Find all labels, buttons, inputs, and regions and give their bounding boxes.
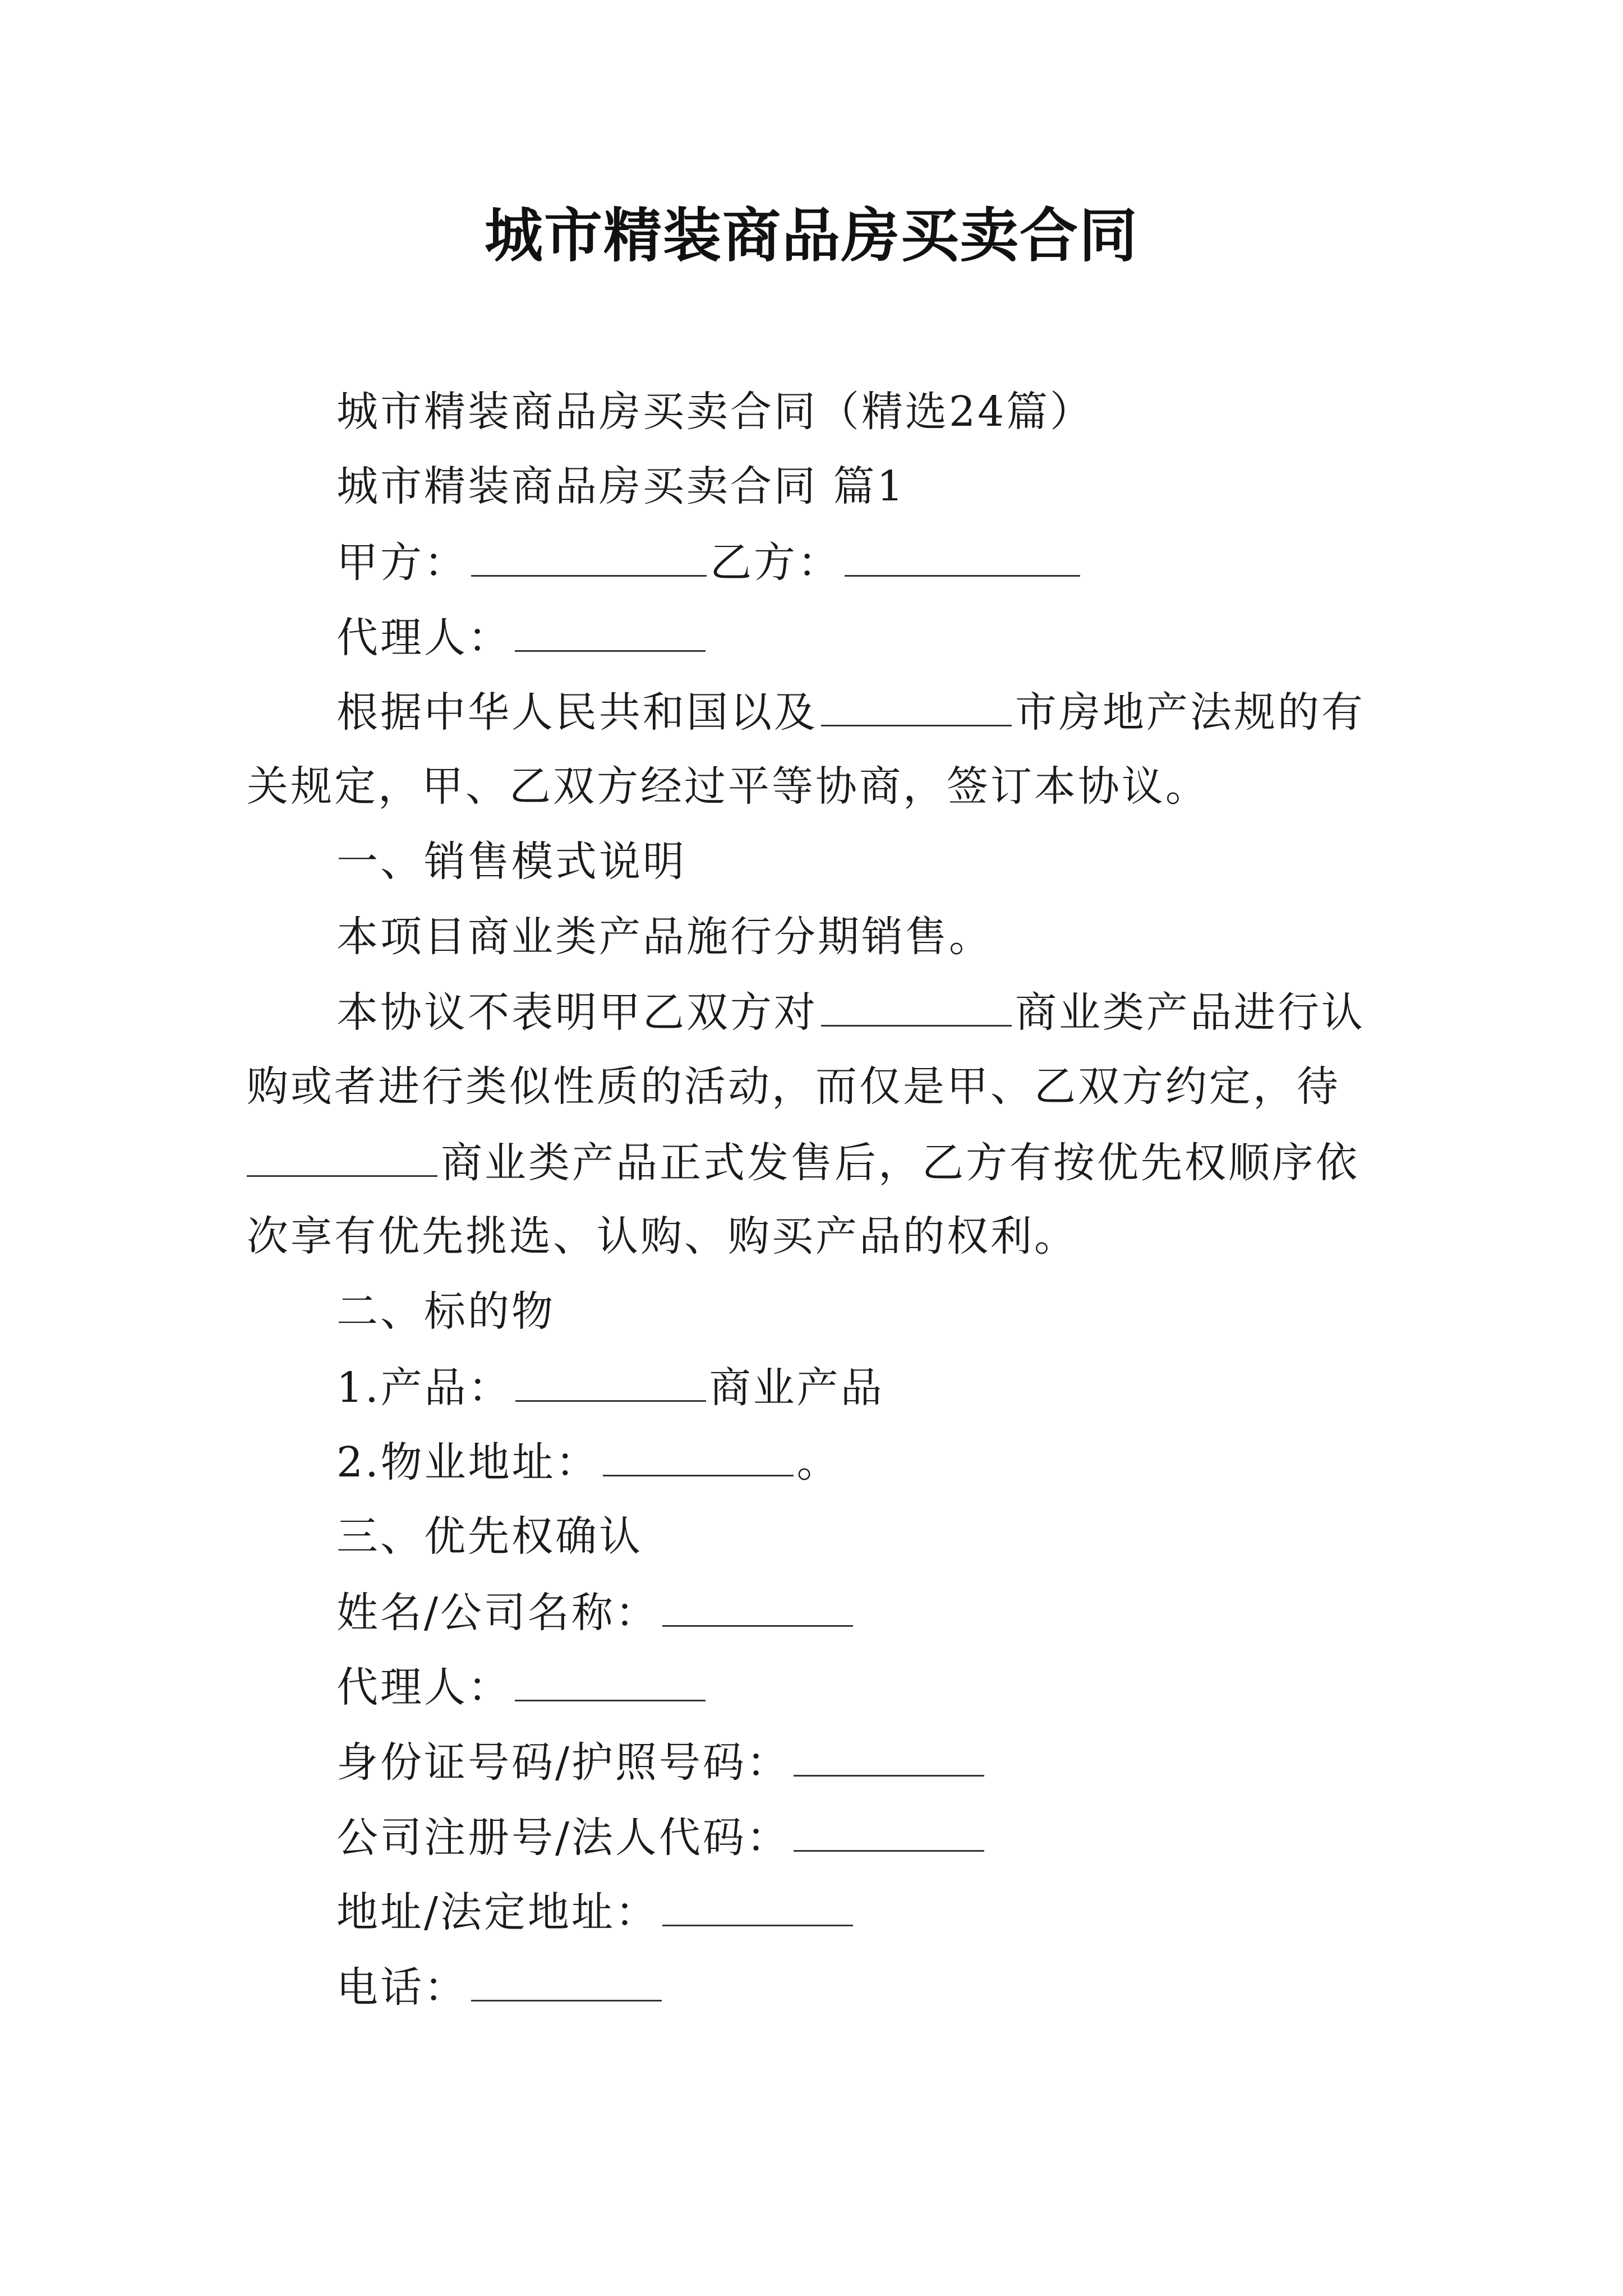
parties-line [336, 533, 1083, 591]
subtitle-line [336, 384, 1094, 440]
party-a-label: 甲方： [336, 539, 468, 587]
sec1-p2-line3-text: 商业类产品正式发售后，乙方有按优先权顺序依 [441, 1139, 1359, 1187]
id-blank [794, 1733, 984, 1777]
sec1-p2-line3 [247, 1134, 1359, 1191]
sec2-item2-b: 。 [796, 1438, 841, 1487]
sec1-p2-b: 商业类产品进行认 [1015, 988, 1365, 1037]
property-address-blank [603, 1433, 794, 1476]
sec1-p1-line [336, 909, 993, 965]
party-b-blank [845, 533, 1080, 577]
intro-line2-text: 关规定，甲、乙双方经过平等协商，签订本协议。 [247, 762, 1209, 811]
intro-part1: 根据中华人民共和国以及 [336, 688, 818, 737]
address-blank [662, 1883, 853, 1926]
sec1-p2-line1 [336, 983, 1365, 1041]
sec1-p2-a: 本协议不表明甲乙双方对 [336, 988, 818, 1037]
sec3-heading: 三、优先权确认 [336, 1512, 643, 1561]
product-name-blank [515, 1359, 706, 1402]
sec1-p1: 本项目商业类产品施行分期销售。 [336, 913, 993, 961]
section-heading-text: 城市精装商品房买卖合同 篇1 [336, 462, 906, 510]
name-line [336, 1584, 856, 1641]
city-blank [821, 683, 1012, 726]
sec1-p2-line4-text: 次享有优先挑选、认购、购买产品的权利。 [247, 1212, 1078, 1260]
sec1-heading-line [336, 834, 686, 890]
agent2-label: 代理人： [336, 1663, 511, 1711]
sec2-heading: 二、标的物 [336, 1287, 555, 1336]
sec2-item1-a: 1.产品： [336, 1364, 512, 1412]
product-blank-1 [821, 983, 1012, 1027]
address-line [336, 1883, 856, 1940]
reg-label: 公司注册号/法人代码： [336, 1814, 790, 1862]
subtitle-text: 城市精装商品房买卖合同（精选24篇） [336, 388, 1094, 436]
id-line [336, 1733, 988, 1791]
sec2-item2-a: 2.物业地址： [336, 1438, 600, 1487]
document-title: 城市精装商品房买卖合同 [484, 201, 1138, 270]
sec2-item2-line [336, 1433, 841, 1490]
section-heading-line [336, 458, 906, 514]
phone-label: 电话： [336, 1963, 468, 2012]
party-a-blank [471, 533, 707, 577]
party-b-label: 乙方： [710, 539, 841, 587]
sec2-heading-line [336, 1283, 555, 1340]
agent-label: 代理人： [336, 614, 511, 662]
intro-part2: 市房地产法规的有 [1015, 688, 1365, 737]
id-label: 身份证号码/护照号码： [336, 1738, 790, 1787]
sec1-p2-line2 [247, 1059, 1340, 1115]
sec2-item1-b: 商业产品 [709, 1364, 884, 1412]
phone-blank [471, 1958, 662, 2001]
agent2-line [336, 1658, 709, 1715]
reg-line [336, 1809, 988, 1866]
phone-line [336, 1958, 665, 2016]
intro-line-2 [247, 758, 1209, 815]
sec1-heading: 一、销售模式说明 [336, 838, 686, 886]
sec3-heading-line [336, 1508, 643, 1565]
agent2-blank [515, 1658, 706, 1701]
sec1-p2-line2-text: 购或者进行类似性质的活动，而仅是甲、乙双方约定，待 [247, 1062, 1340, 1111]
agent-blank [515, 609, 706, 652]
sec2-item1-line [336, 1359, 884, 1416]
reg-blank [794, 1809, 984, 1852]
intro-line-1 [336, 683, 1365, 740]
name-blank [662, 1584, 853, 1627]
sec1-p2-line4 [247, 1208, 1078, 1264]
name-label: 姓名/公司名称： [336, 1589, 659, 1637]
product-blank-2 [247, 1134, 437, 1177]
address-label: 地址/法定地址： [336, 1888, 659, 1936]
agent-line [336, 609, 709, 666]
